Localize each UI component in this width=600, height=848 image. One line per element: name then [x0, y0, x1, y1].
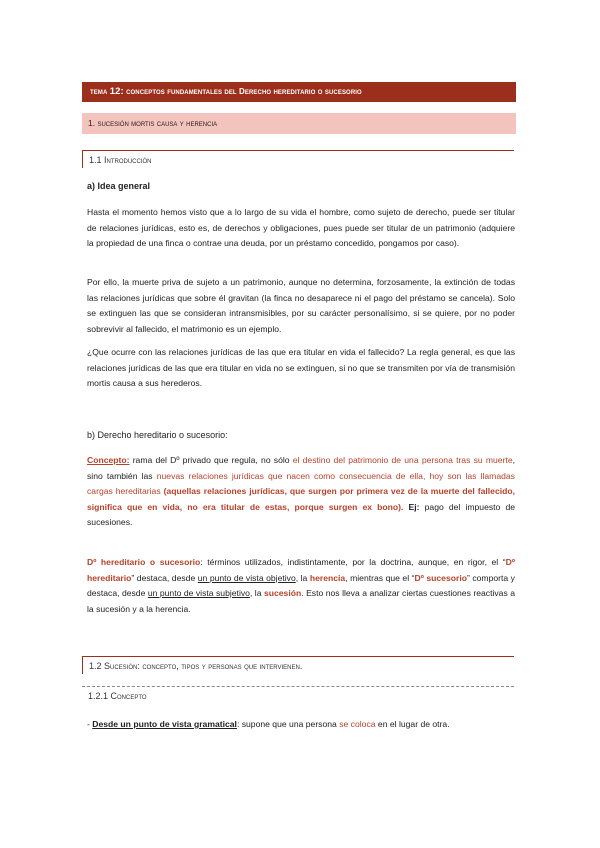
paragraph-intro: Hasta el momento hemos visto que a lo largo de su vida el hombre, como sujeto de derecho, puede ser titular de relaciones jurídicas, esto es, de derechos y obligaciones, pues puede ser titular de un patrimonio (adquiere la propiedad de una finca o contrae una deuda, por un préstamo concedido, pongamos por caso). [87, 207, 515, 248]
paragraph-terminos: Dº hereditario o sucesorio: términos utilizados, indistintamente, por la doctrina, aunque, en rigor, el “Dº hereditario” destaca, desde un punto de vista objetivo, la herencia, mientras que el “Dº sucesorio” comporta y destaca, desde un punto de vista subjetivo, la sucesión. Esto nos lleva a analizar ciertas cuestiones reactivas a la sucesión y a la herencia. [87, 557, 515, 614]
heading-1-2: 1.2 Sucesión: concepto, tipos y personas que intervienen. [82, 656, 514, 674]
paragraph-concepto: Concepto: rama del Dº privado que regula, no sólo el destino del patrimonio de una persona tras su muerte, sino también las nuevas relaciones jurídicas que nacen como consecuencia de ella, hoy son las llamadas cargas hereditarias (aquellas relaciones jurídicas, que surgen por primera vez de la muerte del fallecido, significa que en vida, no era titular de estas, porque surgen ex bono). Ej: pago del impuesto de sucesiones. [87, 455, 515, 527]
chapter-title-banner: tema 12: conceptos fundamentales del Derecho hereditario o sucesorio [82, 82, 516, 102]
paragraph-punto-vista-gramatical: - Desde un punto de vista gramatical: supone que una persona se coloca en el lugar de otra. [87, 719, 450, 729]
subheading-idea-general: a) Idea general [87, 181, 151, 191]
heading-1-2-1: 1.2.1 Concepto [82, 686, 514, 704]
paragraph-pregunta: ¿Que ocurre con las relaciones jurídicas de las que era titular en vida el fallecido? La regla general, es que las relaciones jurídicas de las que era titular en vida no se extinguen, si no que se transmiten por vía de transmisión mortis causa a sus herederos. [87, 347, 515, 388]
subheading-derecho-hereditario: b) Derecho hereditario o sucesorio: [87, 430, 228, 440]
paragraph-muerte: Por ello, la muerte priva de sujeto a un patrimonio, aunque no determina, forzosamente, la extinción de todas las relaciones jurídicas que sobre él gravitan (la finca no desaparece ni el pago del préstamo se cancela). Solo se extinguen las que se consideran intransmisibles, por su carácter personalísimo, si se quiere, por no poder sobrevivir al fallecido, el matrimonio es un ejemplo. [87, 277, 515, 334]
section-1-heading: 1. sucesión mortis causa y herencia [82, 113, 516, 134]
heading-1-1: 1.1 Introducción [82, 150, 514, 168]
